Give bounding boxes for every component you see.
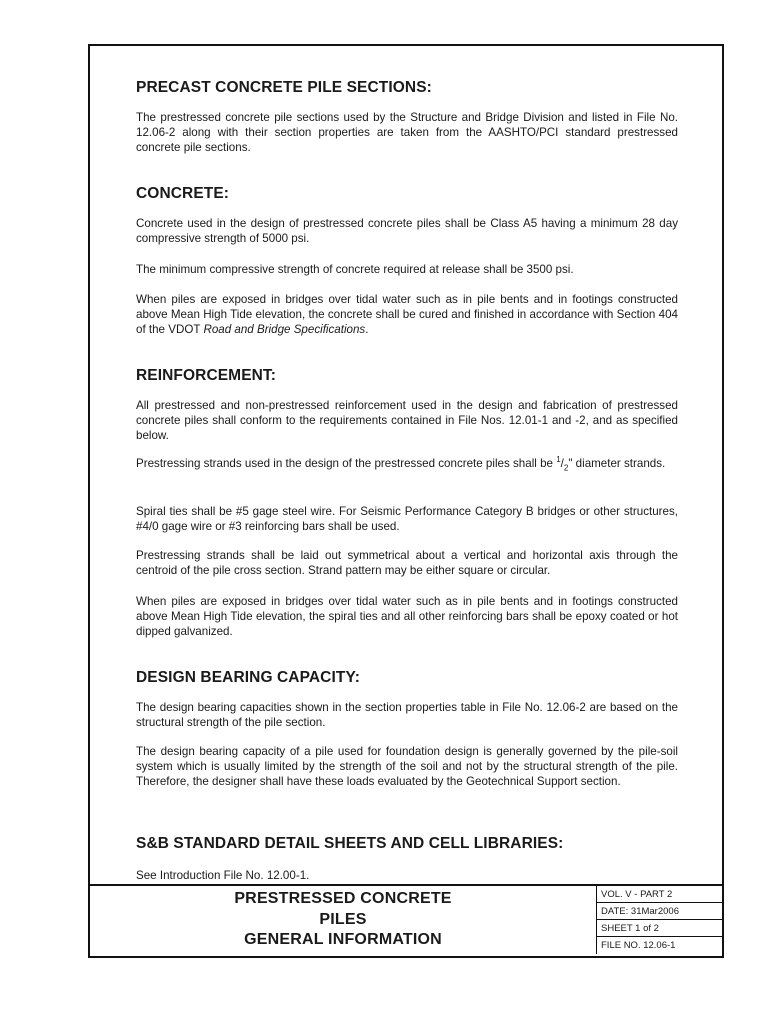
- paragraph: [136, 456, 678, 471]
- paragraph: All prestressed and non-prestressed reinforcement used in the design and fabrication of prestressed concrete piles shall conform to the requirements contained in File Nos. 12.01-1 and -2, and as specified below.: [136, 399, 678, 442]
- fraction: $^1/_2$: [556, 455, 569, 473]
- paragraph: [136, 292, 678, 337]
- paragraph: Spiral ties shall be #5 gage steel wire. For Seismic Performance Category B bridges or other structures, #4/0 gage wire or #3 reinforcing bars shall be used.: [136, 505, 678, 533]
- fraction-denominator: 2: [563, 463, 569, 473]
- title-line: PILES: [319, 910, 367, 928]
- paragraph: The design bearing capacities shown in the section properties table in File No. 12.06-2 are based on the structural strength of the pile section.: [136, 701, 678, 729]
- title-line: PRESTRESSED CONCRETE: [234, 890, 452, 908]
- paragraph-text: Prestressing strands used in the design of the prestressed concrete piles shall be: [136, 457, 557, 470]
- file-number-label: FILE NO. 12.06-1: [601, 940, 676, 951]
- paragraph: See Introduction File No. 12.00-1.: [136, 869, 310, 882]
- paragraph-end: " diameter strands.: [568, 457, 666, 470]
- document-title: [90, 886, 597, 954]
- title-block: [90, 884, 722, 956]
- paragraph: The prestressed concrete pile sections used by the Structure and Bridge Division and listed in File No. 12.06-2 along with their section properties are taken from the AASHTO/PCI standard prestressed concrete pile sections.: [136, 111, 678, 154]
- title-block-meta: [597, 886, 722, 956]
- sheet-label: SHEET 1 of 2: [597, 920, 722, 937]
- paragraph-end: .: [365, 323, 369, 336]
- volume-label: VOL. V - PART 2: [597, 886, 722, 903]
- section-heading-standard-sheets: S&B STANDARD DETAIL SHEETS AND CELL LIBRARIES:: [136, 835, 564, 852]
- date-label: DATE: 31Mar2006: [597, 903, 722, 920]
- paragraph: When piles are exposed in bridges over tidal water such as in pile bents and in footings constructed above Mean High Tide elevation, the spiral ties and all other reinforcing bars shall be epoxy coated or hot dipped galvanized.: [136, 595, 678, 638]
- section-heading-bearing-capacity: DESIGN BEARING CAPACITY:: [136, 669, 361, 686]
- paragraph: The minimum compressive strength of concrete required at release shall be 3500 psi.: [136, 263, 574, 276]
- section-heading-precast: PRECAST CONCRETE PILE SECTIONS:: [136, 79, 432, 96]
- paragraph-text: When piles are exposed in bridges over tidal water such as in pile bents and in footings constructed above Mean High Tide elevation, the concrete shall be cured and finished in accordance with Section 404 of the VDOT: [136, 293, 678, 336]
- paragraph: Concrete used in the design of prestressed concrete piles shall be Class A5 having a minimum 28 day compressive strength of 5000 psi.: [136, 217, 678, 245]
- spec-reference: Road and Bridge Specifications: [203, 323, 366, 336]
- document-page: [88, 44, 724, 958]
- section-heading-concrete: CONCRETE:: [136, 185, 230, 202]
- fraction-numerator: 1: [556, 455, 561, 465]
- title-line: GENERAL INFORMATION: [244, 931, 442, 949]
- paragraph: Prestressing strands shall be laid out symmetrical about a vertical and horizontal axis through the centroid of the pile cross section. Strand pattern may be either square or circular.: [136, 549, 678, 577]
- section-heading-reinforcement: REINFORCEMENT:: [136, 367, 277, 384]
- paragraph: The design bearing capacity of a pile used for foundation design is generally governed by the pile-soil system which is usually limited by the strength of the soil and not by the structural strength of the pile. Therefore, the designer shall have these loads evaluated by the Geotechnical Support section.: [136, 745, 678, 788]
